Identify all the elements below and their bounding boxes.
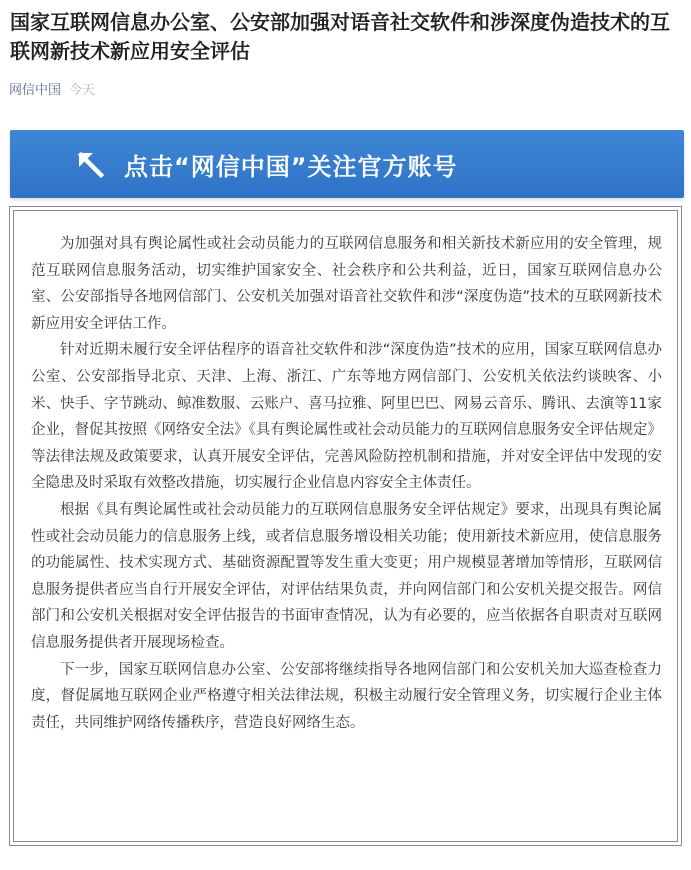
arrow-up-left-icon [73, 147, 107, 181]
article-body [9, 206, 682, 846]
paragraph: 根据《具有舆论属性或社会动员能力的互联网信息服务安全评估规定》要求，出现具有舆论属性或社会动员能力的信息服务上线，或者信息服务增设相关功能；使用新技术新应用，使信息服务的功能属性、技术实现方式、基础资源配置等发生重大变更；用户规模显著增加等情形，互联网信息服务提供者应当自行开展安全评估，对评估结果负责，并向网信部门和公安机关提交报告。网信部门和公安机关根据对安全评估报告的书面审查情况，认为有必要的，应当依据各自职责对互联网信息服务提供者开展现场检查。 [31, 501, 662, 651]
paragraph: 下一步，国家互联网信息办公室、公安部将继续指导各地网信部门和公安机关加大巡查检查力度，督促属地互联网企业严格遵守相关法律法规，积极主动履行安全管理义务，切实履行企业主体责任，共同维护网络传播秩序，营造良好网络生态。 [31, 661, 662, 731]
follow-banner-text: 点击“网信中国”关注官方账号 [124, 152, 458, 181]
article-body-inner [13, 210, 678, 842]
paragraph: 针对近期未履行安全评估程序的语音社交软件和涉“深度伪造”技术的应用，国家互联网信息办公室、公安部指导北京、天津、上海、浙江、广东等地方网信部门、公安机关依法约谈映客、小米、快手、字节跳动、鲸准数服、云账户、喜马拉雅、阿里巴巴、网易云音乐、腾讯、去演等11家企业，督促其按照《网络安全法》《具有舆论属性或社会动员能力的互联网信息服务安全评估规定》等法律法规及政策要求，认真开展安全评估，完善风险防控机制和措施，并对安全评估中发现的安全隐患及时采取有效整改措施，切实履行企业信息内容安全主体责任。 [31, 342, 662, 492]
paragraph: 为加强对具有舆论属性或社会动员能力的互联网信息服务和相关新技术新应用的安全管理，规范互联网信息服务活动，切实维护国家安全、社会秩序和公共利益，近日，国家互联网信息办公室、公安部指导各地网信部门、公安机关加强对语音社交软件和涉“深度伪造”技术的互联网新技术新应用安全评估工作。 [31, 236, 662, 332]
article-title: 国家互联网信息办公室、公安部加强对语音社交软件和涉深度伪造技术的互联网新技术新应用安全评估 [10, 10, 670, 63]
publish-time: 今天 [69, 83, 96, 98]
source-link[interactable]: 网信中国 [9, 83, 62, 98]
follow-banner[interactable] [10, 130, 684, 198]
article-meta [9, 82, 691, 100]
